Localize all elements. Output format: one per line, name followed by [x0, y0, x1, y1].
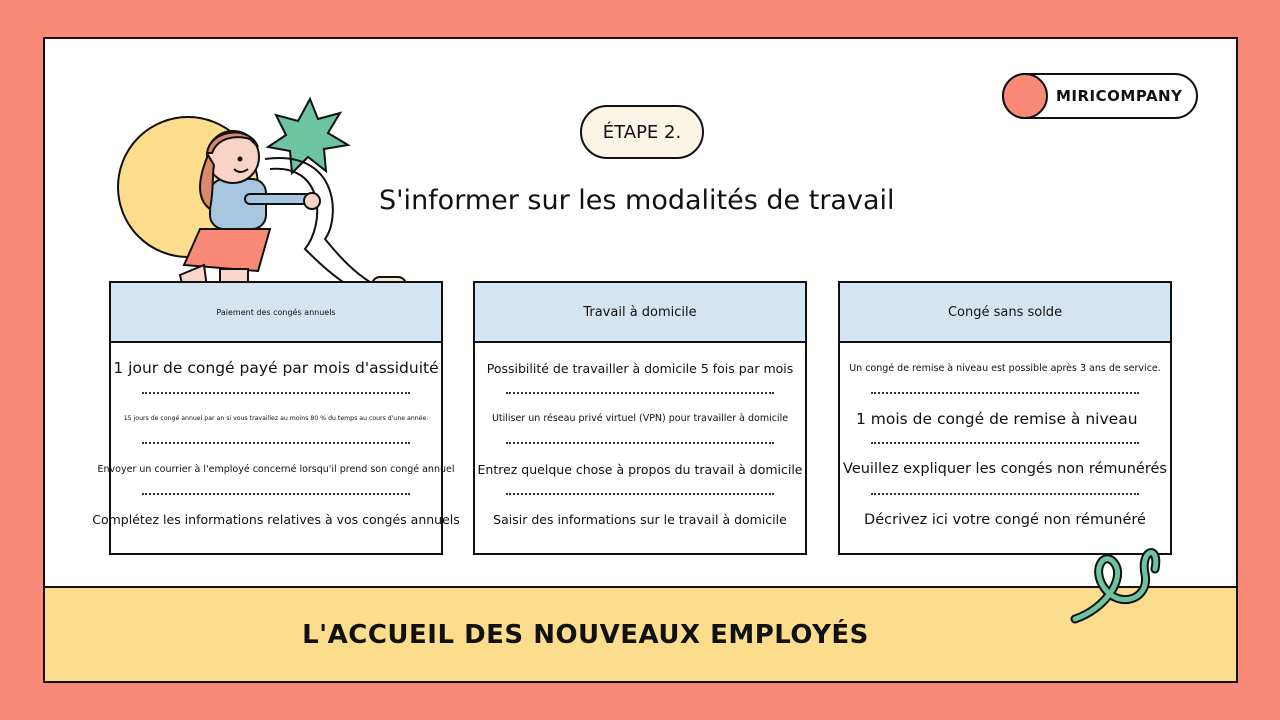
card-title: Travail à domicile [475, 283, 805, 343]
star-icon [268, 99, 348, 173]
list-item: Décrivez ici votre congé non rémunéré [864, 511, 1146, 528]
list-item: Veuillez expliquer les congés non rémunérés [856, 444, 1154, 495]
page-title: S'informer sur les modalités de travail [379, 185, 895, 216]
list-item: Saisir des informations sur le travail à domicile [493, 512, 787, 528]
list-item: 1 jour de congé payé par mois d'assiduité [127, 343, 425, 394]
brand-badge [1002, 73, 1198, 119]
brand-dot-icon [1002, 73, 1048, 119]
list-item: 1 mois de congé de remise à niveau [856, 394, 1154, 445]
list-item: Envoyer un courrier à l'employé concerné lorsqu'il prend son congé annuel [127, 444, 425, 495]
list-item: Complétez les informations relatives à vos congés annuels [92, 512, 460, 528]
slide-frame [43, 37, 1238, 683]
card-title: Paiement des congés annuels [111, 283, 441, 343]
card-unpaid-leave [838, 281, 1172, 555]
list-item: Utiliser un réseau privé virtuel (VPN) pour travailler à domicile [491, 394, 789, 445]
card-paid-leave [92, 281, 460, 555]
list-item: Entrez quelque chose à propos du travail à domicile [491, 444, 789, 495]
card-remote-work [473, 281, 807, 555]
list-item: 15 jours de congé annuel par an si vous travaillez au moins 80 % du temps au cours d'une année. [127, 394, 425, 445]
step-badge: ÉTAPE 2. [580, 105, 704, 159]
card-title: Congé sans solde [840, 283, 1170, 343]
footer-banner [45, 586, 1236, 681]
footer-title: L'ACCUEIL DES NOUVEAUX EMPLOYÉS [302, 619, 869, 650]
spiral-icon [1065, 539, 1165, 629]
list-item: Possibilité de travailler à domicile 5 fois par mois [491, 343, 789, 394]
brand-name: MIRICOMPANY [1056, 87, 1183, 105]
list-item: Un congé de remise à niveau est possible après 3 ans de service. [856, 343, 1154, 394]
